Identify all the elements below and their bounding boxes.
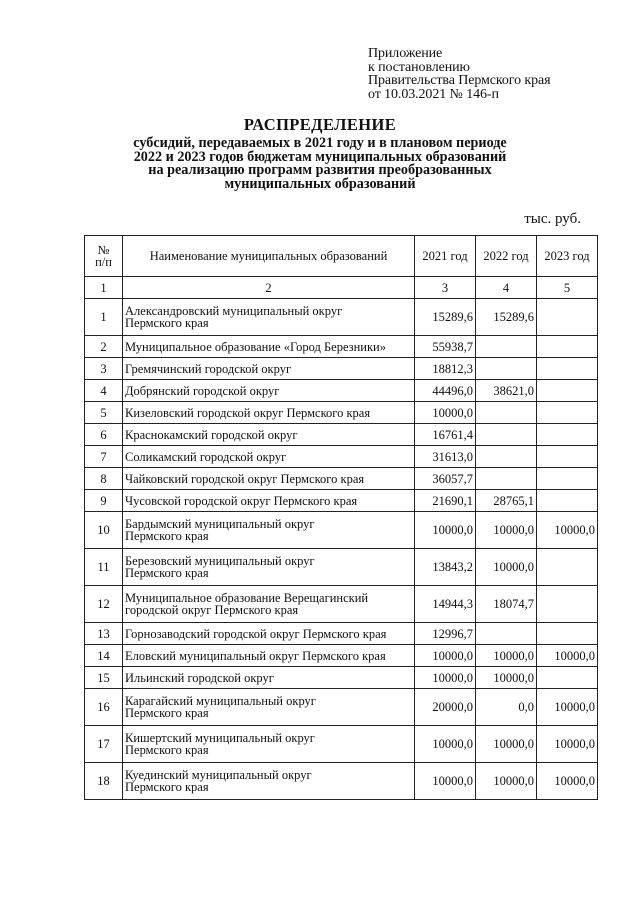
amount-2021: 12996,7 bbox=[415, 623, 476, 645]
amount-2021: 10000,0 bbox=[415, 512, 476, 549]
amount-2022: 38621,0 bbox=[476, 380, 537, 402]
amount-2021: 13843,2 bbox=[415, 549, 476, 586]
municipality-name bbox=[123, 689, 415, 726]
municipality-name bbox=[123, 336, 415, 358]
table-row bbox=[85, 380, 598, 402]
table-row bbox=[85, 689, 598, 726]
table-row bbox=[85, 667, 598, 689]
municipality-name bbox=[123, 468, 415, 490]
column-number: 2 bbox=[123, 277, 415, 299]
row-number: 13 bbox=[85, 623, 123, 645]
municipality-name-line: Пермского края bbox=[125, 743, 209, 757]
table-row bbox=[85, 726, 598, 763]
amount-2023: 10000,0 bbox=[537, 512, 598, 549]
table-row bbox=[85, 549, 598, 586]
amount-2022: 28765,1 bbox=[476, 490, 537, 512]
municipality-name bbox=[123, 645, 415, 667]
municipality-name-line: Александровский муниципальный округ bbox=[125, 304, 343, 318]
municipality-name-line: Кизеловский городской округ Пермского края bbox=[125, 405, 371, 420]
column-number: 1 bbox=[85, 277, 123, 299]
subtitle-line: субсидий, передаваемых в 2021 году и в плановом периоде bbox=[133, 135, 507, 151]
municipality-name-line: городской округ Пермского края bbox=[125, 603, 299, 617]
municipality-name-line: Ильинский городской округ bbox=[125, 670, 274, 685]
amount-2022: 10000,0 bbox=[476, 645, 537, 667]
amount-2021: 18812,3 bbox=[415, 358, 476, 380]
header-name: Наименование муниципальных образований bbox=[123, 236, 415, 277]
amount-2023 bbox=[537, 549, 598, 586]
amount-2023 bbox=[537, 380, 598, 402]
amount-2022: 10000,0 bbox=[476, 726, 537, 763]
municipality-name-line: Добрянский городской округ bbox=[125, 383, 280, 398]
amount-2022: 10000,0 bbox=[476, 512, 537, 549]
amount-2023 bbox=[537, 468, 598, 490]
subtitle-line: 2022 и 2023 годов бюджетам муниципальных образований bbox=[133, 148, 507, 165]
row-number: 14 bbox=[85, 645, 123, 667]
row-number: 18 bbox=[85, 763, 123, 800]
header-2023: 2023 год bbox=[537, 236, 598, 277]
amount-2022: 18074,7 bbox=[476, 586, 537, 623]
appendix-line: к постановлению bbox=[368, 59, 470, 75]
amount-2022 bbox=[476, 358, 537, 380]
amount-2023 bbox=[537, 424, 598, 446]
table-row bbox=[85, 446, 598, 468]
column-number: 3 bbox=[415, 277, 476, 299]
amount-2023 bbox=[537, 336, 598, 358]
amount-2023: 10000,0 bbox=[537, 645, 598, 667]
amount-2022: 10000,0 bbox=[476, 763, 537, 800]
column-number: 5 bbox=[537, 277, 598, 299]
amount-2021: 36057,7 bbox=[415, 468, 476, 490]
row-number: 3 bbox=[85, 358, 123, 380]
municipality-name-line: Чусовской городской округ Пермского края bbox=[125, 493, 358, 508]
amount-2022 bbox=[476, 623, 537, 645]
amount-2021: 20000,0 bbox=[415, 689, 476, 726]
municipality-name-line: Краснокамский городской округ bbox=[125, 427, 298, 442]
amount-2021: 44496,0 bbox=[415, 380, 476, 402]
municipality-name-line: Пермского края bbox=[125, 316, 209, 330]
municipality-name bbox=[123, 380, 415, 402]
amount-2021: 10000,0 bbox=[415, 667, 476, 689]
municipality-name bbox=[123, 424, 415, 446]
row-number: 16 bbox=[85, 689, 123, 726]
appendix-line: Правительства Пермского края bbox=[368, 73, 551, 88]
header-row bbox=[85, 236, 598, 277]
table-row bbox=[85, 645, 598, 667]
appendix-block bbox=[368, 47, 550, 101]
municipality-name bbox=[123, 763, 415, 800]
table-row bbox=[85, 336, 598, 358]
row-number: 1 bbox=[85, 299, 123, 336]
header-2022: 2022 год bbox=[476, 236, 537, 277]
header-2021: 2021 год bbox=[415, 236, 476, 277]
municipality-name-line: Соликамский городской округ bbox=[125, 449, 287, 464]
header-no: № п/п bbox=[85, 236, 123, 277]
unit-label: тыс. руб. bbox=[524, 211, 581, 227]
amount-2023 bbox=[537, 299, 598, 336]
municipality-name bbox=[123, 726, 415, 763]
municipality-name bbox=[123, 512, 415, 549]
table-row bbox=[85, 763, 598, 800]
table-row bbox=[85, 468, 598, 490]
amount-2021: 10000,0 bbox=[415, 402, 476, 424]
municipality-name bbox=[123, 623, 415, 645]
row-number: 15 bbox=[85, 667, 123, 689]
municipality-name-line: Муниципальное образование Верещагинский bbox=[125, 591, 369, 605]
municipality-name bbox=[123, 299, 415, 336]
table-row bbox=[85, 623, 598, 645]
amount-2022 bbox=[476, 402, 537, 424]
row-number: 17 bbox=[85, 726, 123, 763]
appendix-line: Приложение bbox=[368, 46, 443, 61]
amount-2023 bbox=[537, 667, 598, 689]
table-row bbox=[85, 299, 598, 336]
municipality-name-line: Пермского края bbox=[125, 566, 209, 580]
municipality-name-line: Бардымский муниципальный округ bbox=[125, 517, 315, 531]
municipality-name bbox=[123, 446, 415, 468]
amount-2022 bbox=[476, 424, 537, 446]
municipality-name-line: Чайковский городской округ Пермского края bbox=[125, 471, 365, 486]
table-row bbox=[85, 402, 598, 424]
amount-2021: 14944,3 bbox=[415, 586, 476, 623]
municipality-name-line: Пермского края bbox=[125, 706, 209, 720]
row-number: 9 bbox=[85, 490, 123, 512]
municipality-name-line: Березовский муниципальный округ bbox=[125, 554, 315, 568]
amount-2023 bbox=[537, 490, 598, 512]
amount-2023: 10000,0 bbox=[537, 726, 598, 763]
municipality-name bbox=[123, 358, 415, 380]
amount-2022: 10000,0 bbox=[476, 549, 537, 586]
municipality-name-line: Кишертский муниципальный округ bbox=[125, 731, 315, 745]
appendix-line: от 10.03.2021 № 146-п bbox=[368, 86, 499, 102]
row-number: 12 bbox=[85, 586, 123, 623]
municipality-name-line: Еловский муниципальный округ Пермского края bbox=[125, 648, 386, 663]
amount-2022: 0,0 bbox=[476, 689, 537, 726]
amount-2023: 10000,0 bbox=[537, 689, 598, 726]
document-title: РАСПРЕДЕЛЕНИЕ bbox=[243, 115, 397, 134]
municipality-name-line: Муниципальное образование «Город Березники» bbox=[125, 339, 386, 354]
amount-2021: 31613,0 bbox=[415, 446, 476, 468]
amount-2021: 55938,7 bbox=[415, 336, 476, 358]
amount-2023 bbox=[537, 446, 598, 468]
municipality-name bbox=[123, 490, 415, 512]
municipality-name-line: Гремячинский городской округ bbox=[125, 361, 292, 376]
subtitle-line: муниципальных образований bbox=[224, 175, 416, 192]
row-number: 11 bbox=[85, 549, 123, 586]
table-row bbox=[85, 490, 598, 512]
amount-2023 bbox=[537, 402, 598, 424]
amount-2021: 21690,1 bbox=[415, 490, 476, 512]
subsidy-table bbox=[84, 235, 598, 800]
municipality-name bbox=[123, 586, 415, 623]
municipality-name bbox=[123, 402, 415, 424]
municipality-name bbox=[123, 549, 415, 586]
municipality-name-line: Пермского края bbox=[125, 529, 209, 543]
amount-2021: 16761,4 bbox=[415, 424, 476, 446]
row-number: 8 bbox=[85, 468, 123, 490]
amount-2021: 10000,0 bbox=[415, 645, 476, 667]
amount-2022: 15289,6 bbox=[476, 299, 537, 336]
column-number: 4 bbox=[476, 277, 537, 299]
amount-2021: 15289,6 bbox=[415, 299, 476, 336]
amount-2021: 10000,0 bbox=[415, 726, 476, 763]
table-row bbox=[85, 358, 598, 380]
table-row bbox=[85, 512, 598, 549]
row-number: 10 bbox=[85, 512, 123, 549]
table-row bbox=[85, 586, 598, 623]
municipality-name bbox=[123, 667, 415, 689]
amount-2023: 10000,0 bbox=[537, 763, 598, 800]
row-number: 5 bbox=[85, 402, 123, 424]
document-subtitle bbox=[0, 137, 640, 191]
amount-2022 bbox=[476, 446, 537, 468]
amount-2021: 10000,0 bbox=[415, 763, 476, 800]
subtitle-line: на реализацию программ развития преобразованных bbox=[148, 162, 492, 179]
municipality-name-line: Карагайский муниципальный округ bbox=[125, 694, 316, 708]
row-number: 2 bbox=[85, 336, 123, 358]
row-number: 7 bbox=[85, 446, 123, 468]
amount-2022: 10000,0 bbox=[476, 667, 537, 689]
table-row bbox=[85, 424, 598, 446]
municipality-name-line: Горнозаводский городской округ Пермского края bbox=[125, 626, 387, 641]
amount-2023 bbox=[537, 586, 598, 623]
row-number: 6 bbox=[85, 424, 123, 446]
municipality-name-line: Куединский муниципальный округ bbox=[125, 768, 312, 782]
amount-2022 bbox=[476, 468, 537, 490]
row-number: 4 bbox=[85, 380, 123, 402]
column-number-row bbox=[85, 277, 598, 299]
amount-2023 bbox=[537, 623, 598, 645]
municipality-name-line: Пермского края bbox=[125, 780, 209, 794]
amount-2022 bbox=[476, 336, 537, 358]
amount-2023 bbox=[537, 358, 598, 380]
